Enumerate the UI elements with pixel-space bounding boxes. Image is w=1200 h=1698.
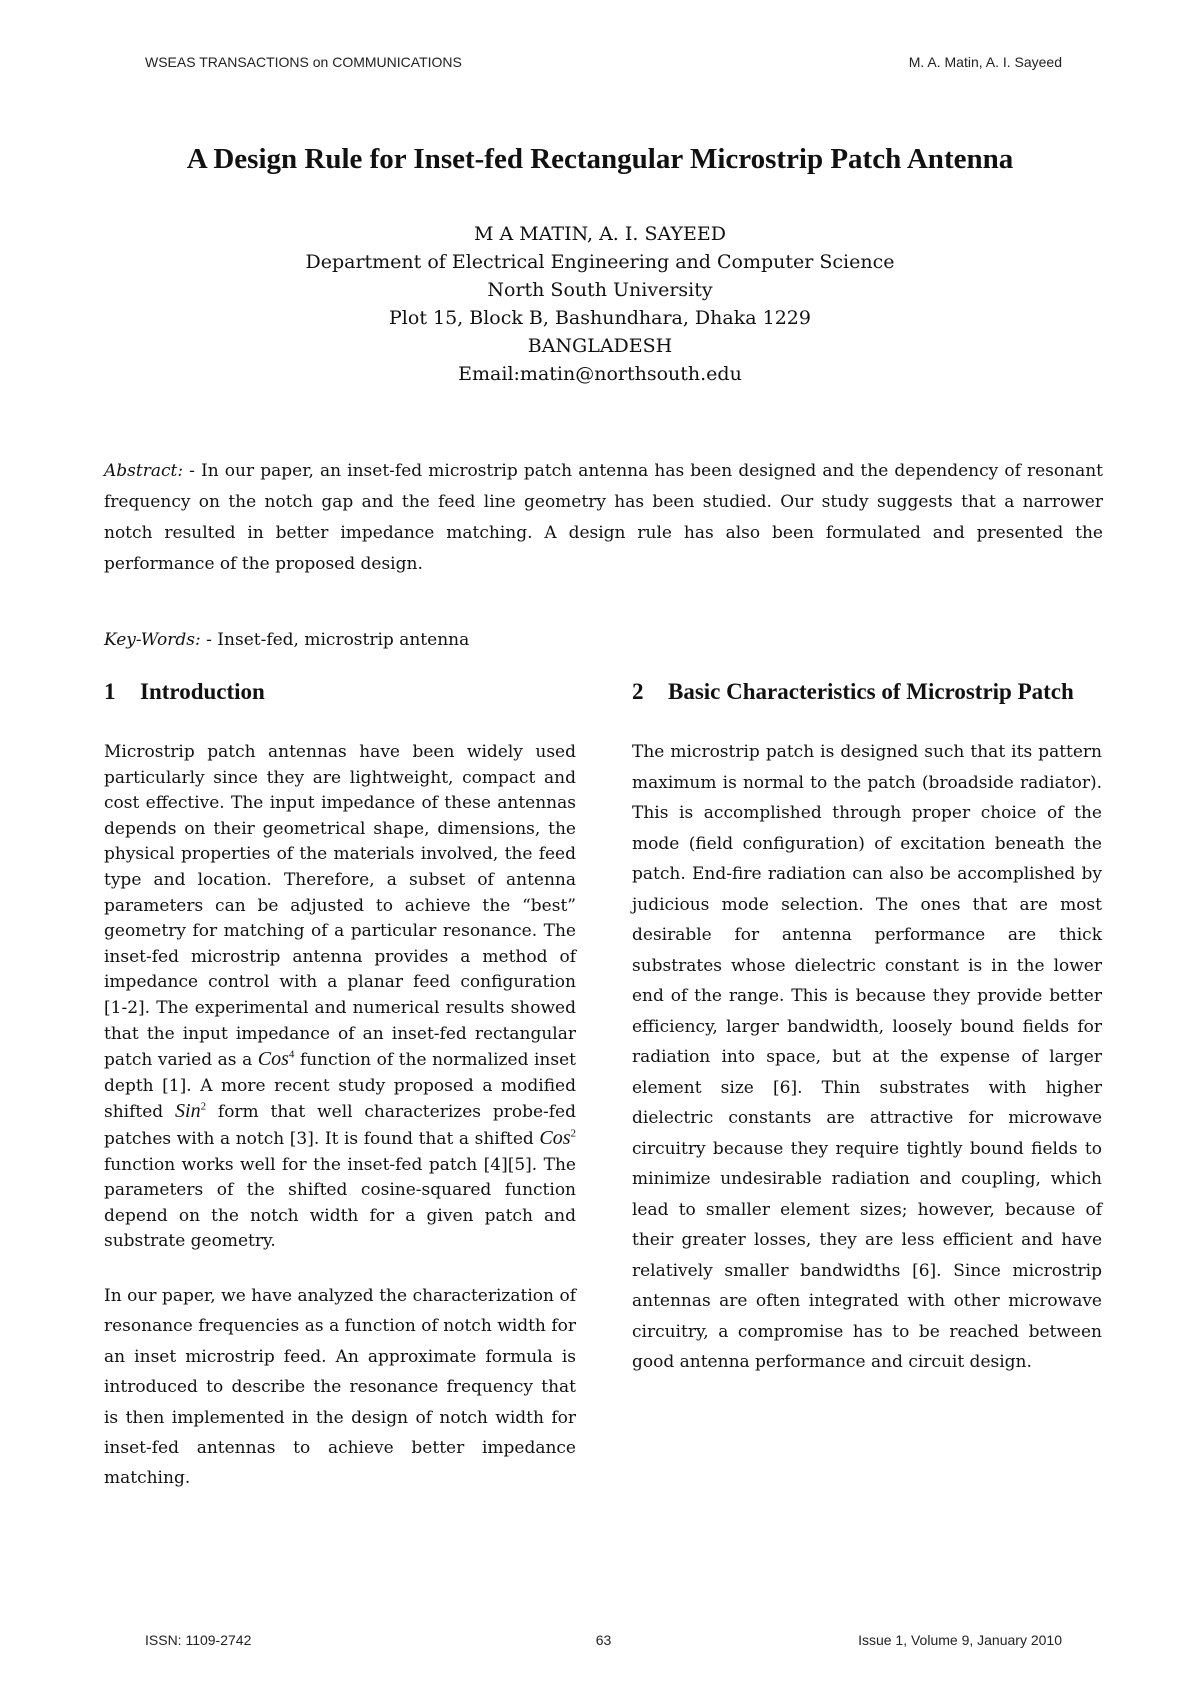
intro-paragraph-2: In our paper, we have analyzed the characterization of resonance frequencies as a function of notch width for an inset microstrip feed. An approximate formula is introduced to describe the resonance frequency that is then implemented in the design of notch width for inset-fed antennas to achieve better impedance matching. [104, 1285, 576, 1489]
author-country: BANGLADESH [527, 335, 673, 357]
author-address: Plot 15, Block B, Bashundhara, Dhaka 1229 [389, 307, 811, 329]
running-authors: M. A. Matin, A. I. Sayeed [908, 54, 1062, 70]
author-university: North South University [487, 279, 713, 301]
footer-issn: ISSN: 1109-2742 [145, 1632, 252, 1648]
author-department: Department of Electrical Engineering and Computer Science [305, 251, 895, 273]
section-2-number: 2 [632, 679, 644, 704]
sin2-formula [175, 1100, 206, 1122]
section-1-title: Introduction [140, 679, 265, 704]
section-2-title: Basic Characteristics of Microstrip Patch [668, 679, 1074, 704]
intro-text-a: Microstrip patch antennas have been widely used particularly since they are lightweight, compact and cost effective. The input impedance of these antennas depends on their geometrical shape, dimensions, the physical properties of the materials involved, the feed type and location. Therefore, a subset of antenna parameters can be adjusted to achieve the “best” geometry for matching of a particular resonance. The inset-fed microstrip antenna provides a method of impedance control with a planar feed configuration [1-2]. The experimental and numerical results showed that the input impedance of an inset-fed rectangular patch varied as a [104, 742, 576, 1071]
author-block [200, 220, 1000, 388]
right-column [632, 676, 1102, 1378]
intro-text-b: function of the normalized inset depth [1]. A more recent study proposed a modified shifted [104, 1050, 577, 1123]
keywords-label: Key-Words: [104, 630, 201, 650]
left-column [104, 676, 576, 1494]
intro-paragraph-1 [104, 740, 576, 1255]
keywords [104, 627, 1103, 653]
abstract [104, 456, 1103, 580]
cos4-formula [258, 1048, 295, 1070]
author-email: Email:matin@northsouth.edu [458, 363, 742, 385]
intro-text-c: form that well characterizes probe-fed patches with a notch [3]. It is found that a shifted [104, 1102, 576, 1149]
cos4-base: Cos [257, 1048, 289, 1071]
cos4-exponent: 4 [288, 1048, 295, 1061]
paper-title: A Design Rule for Inset-fed Rectangular Microstrip Patch Antenna [186, 143, 1014, 175]
section-2-heading [632, 676, 1102, 707]
footer-page-number: 63 [595, 1632, 612, 1648]
author-names: M A MATIN, A. I. SAYEED [474, 223, 726, 245]
sin2-exponent: 2 [200, 1100, 207, 1113]
section-1-number: 1 [104, 679, 116, 704]
sin2-base: Sin [175, 1100, 201, 1123]
journal-name: WSEAS TRANSACTIONS on COMMUNICATIONS [145, 54, 462, 70]
cos2-exponent: 2 [570, 1127, 576, 1140]
section-1-heading [104, 676, 576, 707]
abstract-label: Abstract: [104, 461, 184, 481]
abstract-text: - In our paper, an inset-fed microstrip patch antenna has been designed and the dependency of resonant frequency on the notch gap and the feed line geometry has been studied. Our study suggests that a narrower notch resulted in better impedance matching. A design rule has also been formulated and presented the performance of the proposed design. [104, 461, 1103, 574]
keywords-text: - Inset-fed, microstrip antenna [200, 630, 470, 650]
section-2-paragraph: The microstrip patch is designed such that its pattern maximum is normal to the patch (broadside radiator). This is accomplished through proper choice of the mode (field configuration) of excitation beneath the patch. End-fire radiation can also be accomplished by judicious mode selection. The ones that are most desirable for antenna performance are thick substrates whose dielectric constant is in the lower end of the range. This is because they provide better efficiency, larger bandwidth, loosely bound fields for radiation into space, but at the expense of larger element size [6]. Thin substrates with higher dielectric constants are attractive for microwave circuitry because they require tightly bound fields to minimize undesirable radiation and coupling, which lead to smaller element sizes; however, because of their greater losses, they are less efficient and have relatively smaller bandwidths [6]. Since microstrip antennas are often integrated with other microwave circuitry, a compromise has to be reached between good antenna performance and circuit design. [632, 742, 1102, 1372]
intro-text-d: function works well for the inset-fed patch [4][5]. The parameters of the shifted cosine-squared function depend on the notch width for a given patch and substrate geometry. [104, 1154, 576, 1252]
cos2-base: Cos [539, 1126, 571, 1149]
cos2-formula [539, 1127, 576, 1149]
footer-issue: Issue 1, Volume 9, January 2010 [858, 1632, 1062, 1648]
